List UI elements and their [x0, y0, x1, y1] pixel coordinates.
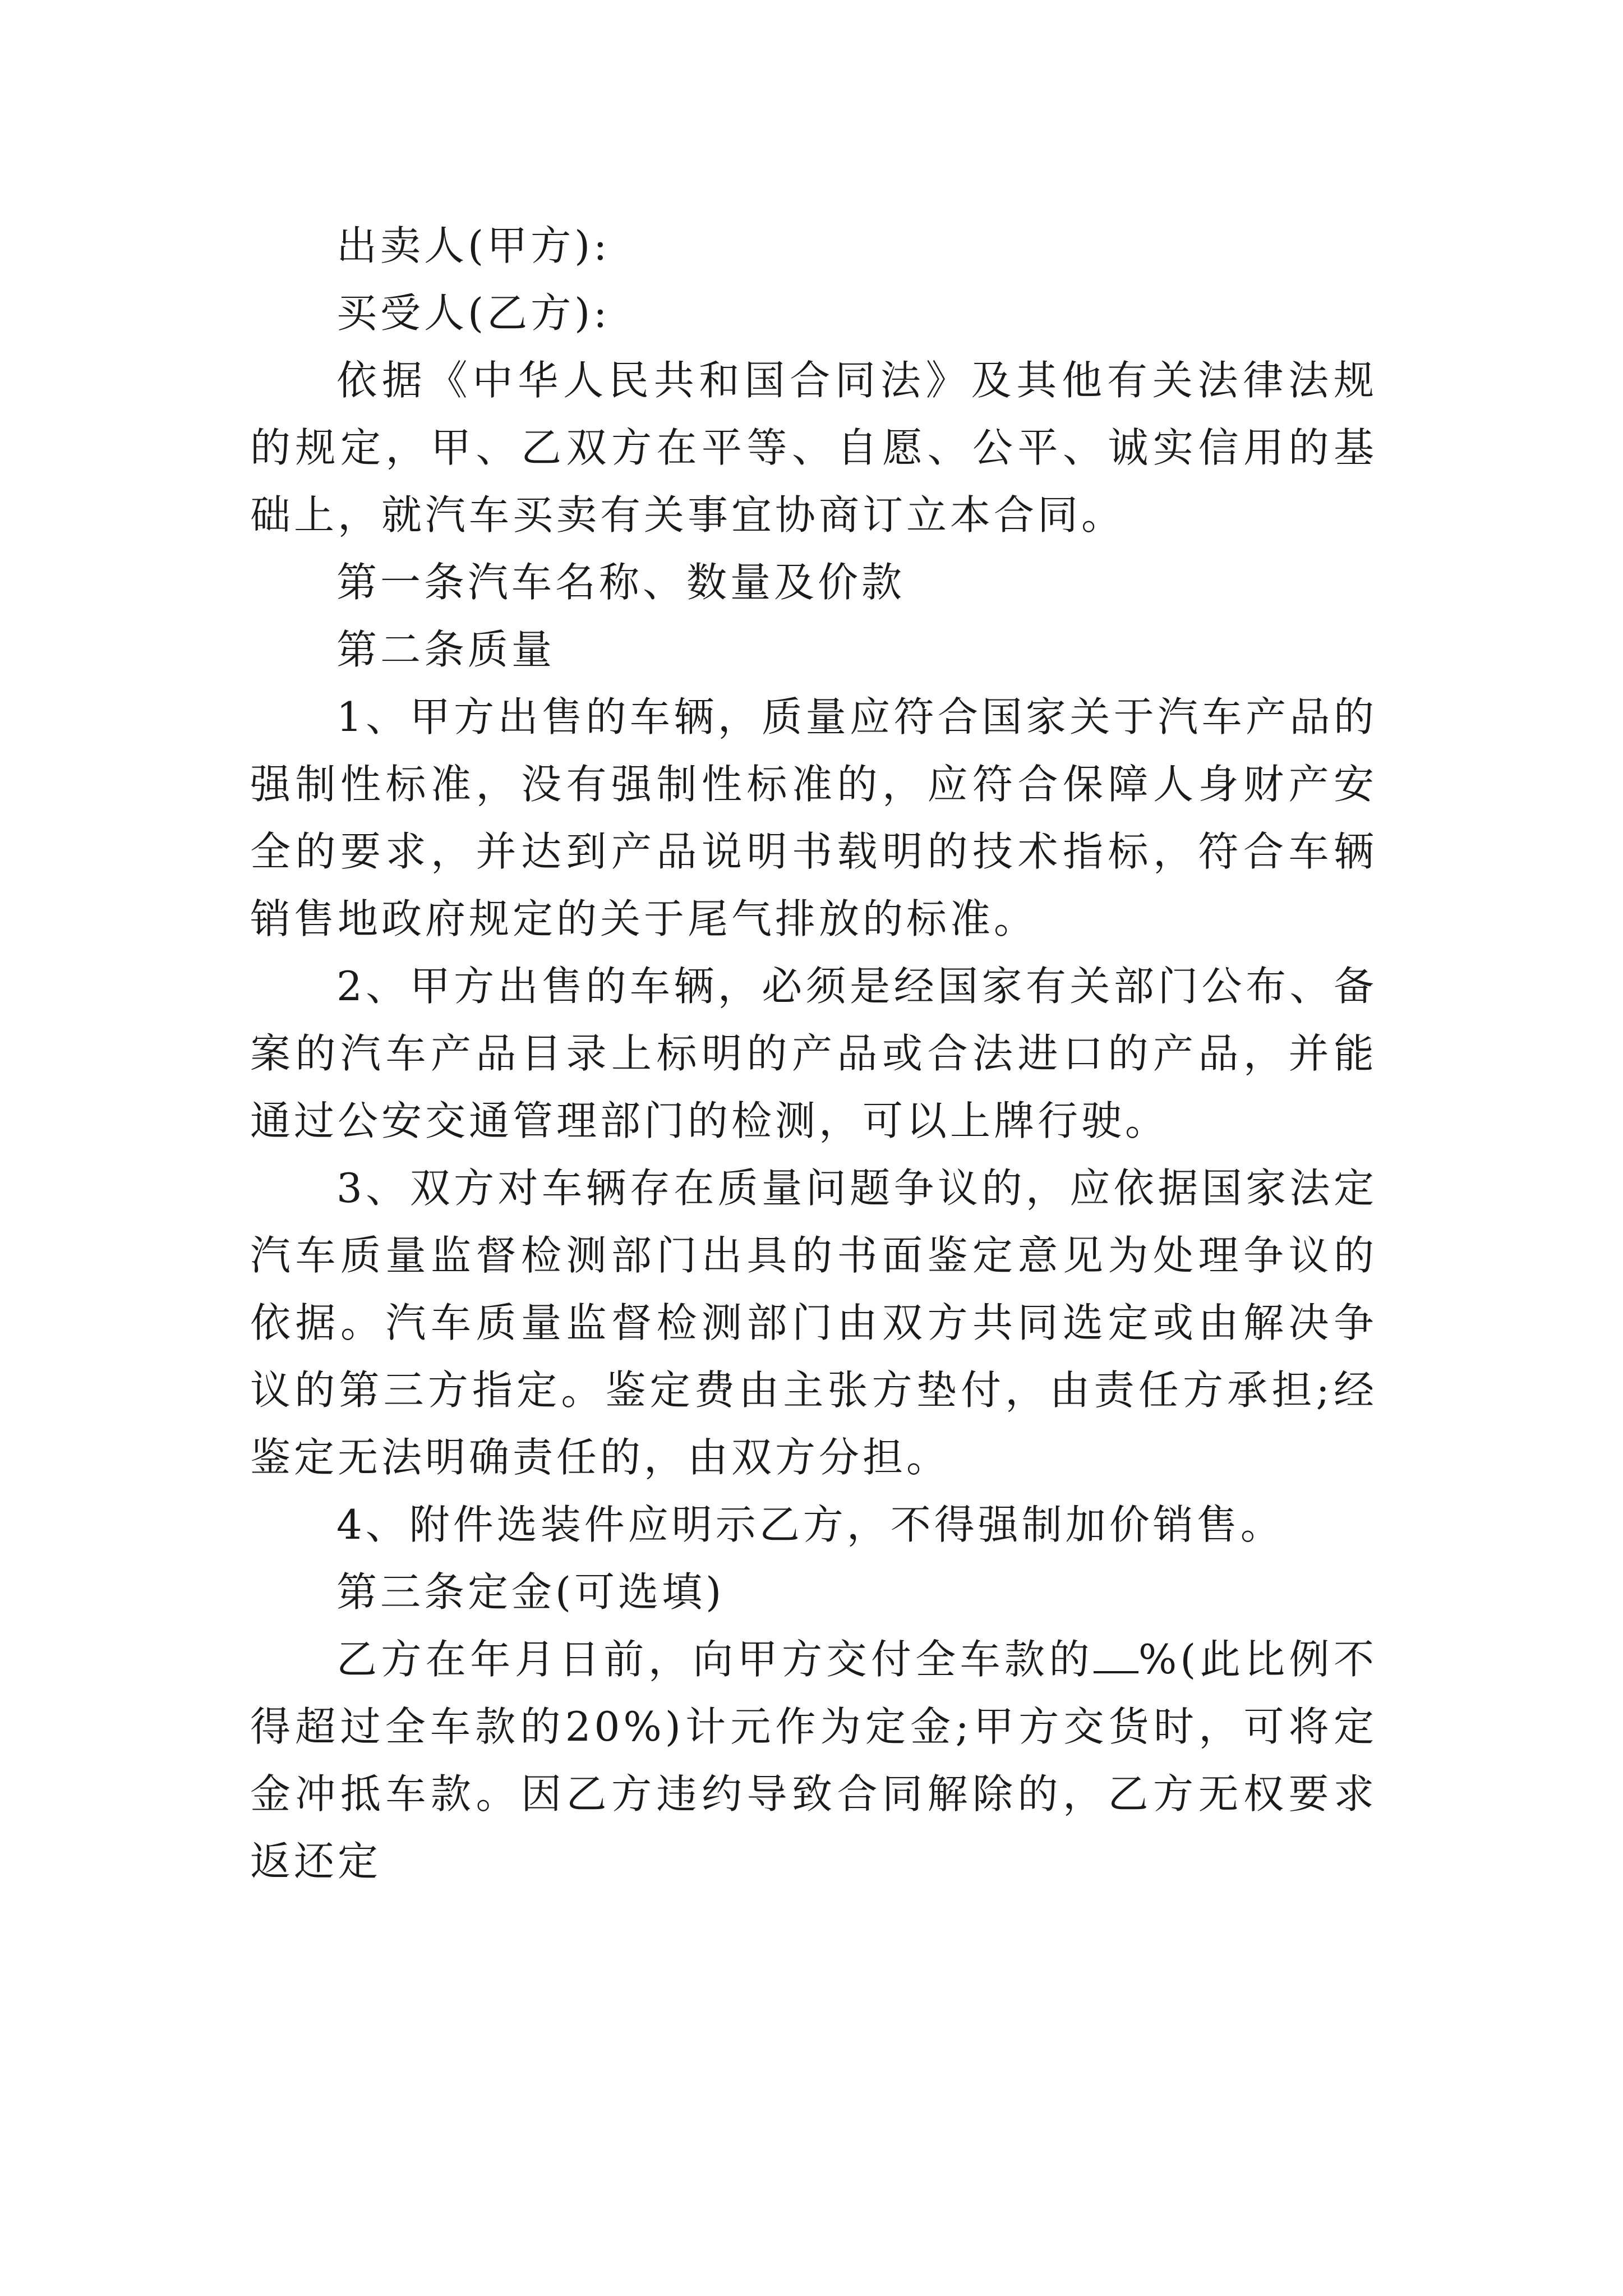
fill-in-blank [1094, 1637, 1138, 1673]
preamble-paragraph: 依据《中华人民共和国合同法》及其他有关法律法规的规定，甲、乙双方在平等、自愿、公平、诚实信用的基础上，就汽车买卖有关事宜协商订立本合同。 [250, 357, 1377, 539]
article-3-heading: 第三条定金(可选填) [336, 1568, 725, 1616]
article-1-heading: 第一条汽车名称、数量及价款 [336, 559, 906, 606]
document-body [250, 212, 1377, 1895]
article-2-clause-1: 1、甲方出售的车辆，质量应符合国家关于汽车产品的强制性标准，没有强制性标准的，应符合保障人身财产安全的要求，并达到产品说明书载明的技术指标，符合车辆销售地政府规定的关于尾气排放的标准。 [250, 693, 1377, 942]
article-3-text-start: 乙方在年月日前，向甲方交付全车款的 [336, 1636, 1094, 1683]
party-a-line: 出卖人(甲方): [336, 222, 611, 269]
party-b-line: 买受人(乙方): [336, 289, 611, 337]
article-3-text-end: %(此比例不得超过全车款的20%)计元作为定金;甲方交货时，可将定金冲抵车款。因乙方违约导致合同解除的，乙方无权要求返还定 [250, 1636, 1377, 1885]
article-2-clause-3: 3、双方对车辆存在质量问题争议的，应依据国家法定汽车质量监督检测部门出具的书面鉴定意见为处理争议的依据。汽车质量监督检测部门由双方共同选定或由解决争议的第三方指定。鉴定费由主张方垫付，由责任方承担;经鉴定无法明确责任的，由双方分担。 [250, 1165, 1377, 1481]
article-2-heading: 第二条质量 [336, 626, 556, 673]
article-2-clause-4: 4、附件选装件应明示乙方，不得强制加价销售。 [336, 1501, 1284, 1548]
article-2-clause-2: 2、甲方出售的车辆，必须是经国家有关部门公布、备案的汽车产品目录上标明的产品或合法进口的产品，并能通过公安交通管理部门的检测，可以上牌行驶。 [250, 963, 1377, 1144]
article-3-paragraph [250, 1626, 1377, 1895]
